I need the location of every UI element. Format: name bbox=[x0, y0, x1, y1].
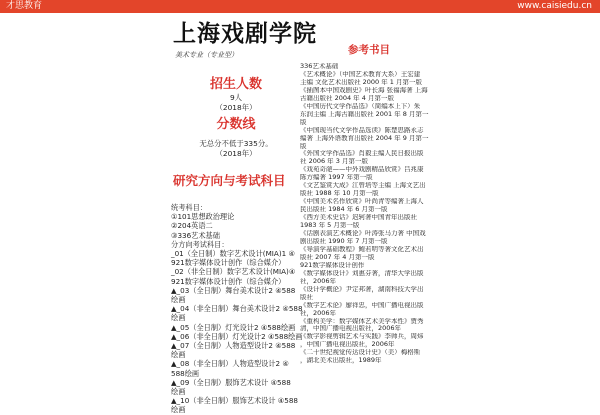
list-item: 921数字媒体设计创作（综合媒介） bbox=[171, 276, 286, 286]
enrollment-count: 9人 bbox=[229, 93, 243, 102]
list-item: 《插图本中国戏剧史》叶长海 张福海著 上海 bbox=[300, 86, 428, 94]
list-item: 绘画 bbox=[171, 387, 186, 397]
list-item: 剧出版社 1990 年 7 月第一版 bbox=[300, 237, 388, 245]
list-item: 社 2006 年 3 月第一版 bbox=[300, 158, 368, 166]
list-item: 绘画 bbox=[171, 405, 186, 415]
list-item: _01（全日制）数字艺术设计(MIA)1 ④ bbox=[171, 249, 295, 259]
list-item: ▲_09（全日制）服饰艺术设计 ④588 bbox=[171, 377, 291, 387]
references-heading: 参考书目 bbox=[348, 44, 390, 56]
list-item: 《设计学概论》尹定邦著，湖南科技大学出 bbox=[300, 285, 424, 293]
header-bar bbox=[0, 0, 600, 13]
list-item: 《导演学基础教程》鲍若明等著文化艺术出 bbox=[300, 245, 424, 253]
list-item: 绘画 bbox=[171, 350, 186, 360]
research-list bbox=[171, 203, 301, 415]
list-item: ▲_10（非全日制）服饰艺术设计 ④588 bbox=[171, 396, 298, 406]
list-item: 《中国美术名作欣赏》叶尚青等编著上海人 bbox=[300, 198, 424, 206]
list-item: 编著 上海外语教育出版社 2004 年 9 月第一 bbox=[300, 134, 429, 142]
list-item: 《中国历代文学作品选》（简编本上下）朱 bbox=[300, 102, 421, 110]
list-item: 版社 bbox=[300, 293, 313, 301]
list-item: 336艺术基础 bbox=[300, 63, 339, 70]
list-item: 古籍出版社 2004 年 4 月第一版 bbox=[300, 94, 394, 102]
list-item: ▲_06（非全日制）灯光设计2 ④588绘画 bbox=[171, 331, 303, 341]
enrollment-heading: 招生人数 bbox=[209, 77, 262, 92]
list-item: 民出版社 1984 年 6 月第一版 bbox=[300, 206, 388, 214]
list-item: 社，2006年 bbox=[300, 309, 337, 317]
list-item: 《戏苑奇葩——中外戏剧精品欣赏》吕兆康 bbox=[300, 166, 424, 174]
page-title: 上海戏剧学院 bbox=[173, 20, 317, 47]
list-item: ▲_05（全日制）灯光设计2 ④588绘画 bbox=[171, 322, 296, 332]
list-item: 《文艺鉴赏大成》江曾培等主编 上海文艺出 bbox=[300, 182, 426, 190]
list-item: 版社 1988 年 10 月第一版 bbox=[300, 190, 379, 198]
score-text: 无总分不低于335分。 bbox=[199, 139, 273, 148]
list-item: 绘画 bbox=[171, 313, 186, 323]
list-item: 东润主编 上海古籍出版社 2001 年 8 月第一 bbox=[300, 110, 429, 118]
list-item: ▲_03（全日制）舞台美术设计2 ④588 bbox=[171, 285, 296, 295]
list-item: 《西方美术史话》迟轲著中国青年出版社 bbox=[300, 214, 417, 222]
list-item: 社，2006年 bbox=[300, 277, 337, 285]
website-url[interactable]: www.caisiedu.cn bbox=[517, 1, 592, 11]
list-item: 《话剧表演艺术概论》叶涛张马力著 中国戏 bbox=[300, 230, 426, 238]
list-item: ①101思想政治理论 bbox=[171, 212, 235, 222]
list-item: ②204英语二 bbox=[171, 221, 213, 231]
list-item: 588绘画 bbox=[171, 368, 200, 378]
list-item: 921数字媒体设计创作（综合媒介） bbox=[171, 258, 286, 268]
right-column bbox=[300, 42, 450, 365]
list-item: 分方向考试科目： bbox=[171, 239, 229, 249]
list-item: ，湖北美术出版社，1989年 bbox=[300, 357, 382, 365]
list-item: _02（非全日制）数字艺术设计(MIA)④ bbox=[171, 267, 296, 277]
list-item: ，中国广播电视出版社，2006年 bbox=[300, 341, 395, 349]
major-label: 美术专业（专业型） bbox=[175, 51, 238, 59]
brand-name: 才思教育 bbox=[6, 1, 43, 11]
list-item: 921数字媒体设计创作 bbox=[300, 261, 365, 269]
list-item: 《数字艺术论》廖祥忠，中国广播电视出版 bbox=[300, 301, 424, 309]
list-item: ③336艺术基础 bbox=[171, 230, 220, 240]
list-item: 绘画 bbox=[171, 295, 186, 305]
score-year: （2018年） bbox=[215, 149, 257, 158]
list-item: 陈方编著 1997 年第一版 bbox=[300, 174, 373, 182]
list-item: ▲_04（非全日制）舞台美术设计2 ④588 bbox=[171, 304, 303, 314]
research-heading: 研究方向与考试科目 bbox=[173, 173, 286, 188]
list-item: 《重构美学：数字媒体艺术美学本性》贾秀 bbox=[300, 317, 424, 325]
list-item: 1983 年 5 月第一版 bbox=[300, 222, 360, 230]
list-item: 版社 2007 年 4 月第一版 bbox=[300, 253, 375, 261]
list-item: 《二十世纪视觉传达设计史》（美）梅格斯 bbox=[300, 349, 421, 357]
list-item: 主编 文化艺术出版社 2000 年 1 月第一版 bbox=[300, 78, 423, 86]
list-item: 版 bbox=[300, 142, 307, 150]
references-list bbox=[300, 63, 450, 365]
left-column bbox=[171, 50, 301, 415]
list-item: ▲_07（全日制）人物造型设计2 ④588 bbox=[171, 341, 296, 351]
list-item: 统考科目： bbox=[171, 203, 207, 212]
score-heading: 分数线 bbox=[216, 117, 256, 132]
list-item: 《外国文学作品选》肖毅主编人民日报出版 bbox=[300, 150, 424, 158]
list-item: 清，中国广播电视出版社，2006年 bbox=[300, 325, 402, 333]
list-item: 版 bbox=[300, 118, 307, 126]
list-item: 《数字媒体设计》刘惠芬著，清华大学出版 bbox=[300, 269, 424, 277]
enrollment-year: （2018年） bbox=[215, 103, 257, 112]
list-item: 《艺术概论》（中国艺术教育大系）王宏建 bbox=[300, 70, 421, 78]
list-item: 《数字影视剪辑艺术与实践》李帅兵，周炜 bbox=[300, 333, 424, 341]
list-item: 《中国现当代文学作品选读》陈楚思路永志 bbox=[300, 126, 424, 134]
list-item: ▲_08（非全日制）人物造型设计2 ④ bbox=[171, 359, 289, 369]
